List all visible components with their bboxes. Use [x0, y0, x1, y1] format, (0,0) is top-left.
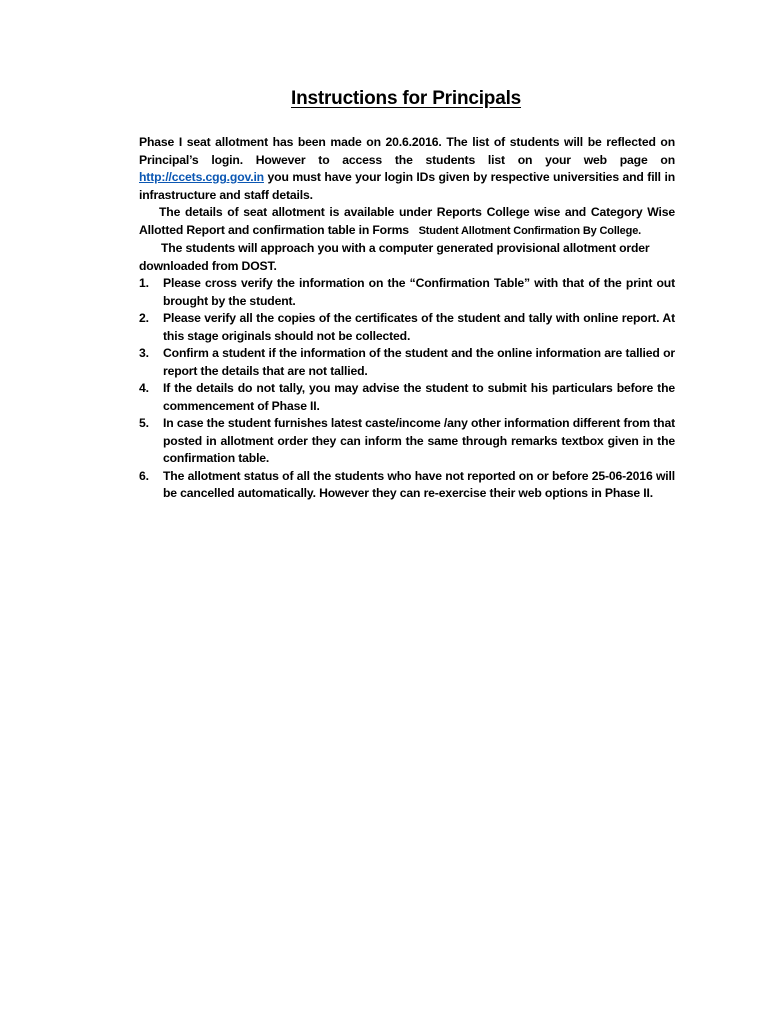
list-item-number: 3.	[139, 346, 149, 360]
list-item-number: 1.	[139, 276, 149, 290]
list-item	[139, 380, 675, 415]
list-item-number: 4.	[139, 381, 149, 395]
list-item-number: 2.	[139, 311, 149, 325]
details-text-part1: The details of seat allotment is available under Reports College wise and Category Wise Allotted Report and confirmation table in Forms	[139, 205, 675, 237]
list-item-number: 5.	[139, 416, 149, 430]
list-item	[139, 310, 675, 345]
list-item-text: In case the student furnishes latest caste/income /any other information different from that posted in allotment order they can inform the same through remarks textbox given in the confirmation table.	[163, 416, 675, 465]
document-body	[139, 134, 675, 503]
intro-text-part1: Phase I seat allotment has been made on 20.6.2016. The list of students will be reflected on Principal’s login. However to access the students list on your web page on	[139, 135, 675, 167]
list-item-text: Please cross verify the information on the “Confirmation Table” with that of the print out brought by the student.	[163, 276, 675, 308]
intro-text-part2: you must have your login IDs given by respective universities and fill in infrastructure and staff details.	[139, 170, 675, 202]
instructions-list	[139, 275, 675, 503]
details-paragraph	[139, 204, 675, 240]
list-item-text: Please verify all the copies of the certificates of the student and tally with online report. At this stage originals should not be collected.	[163, 311, 675, 343]
approach-paragraph: The students will approach you with a computer generated provisional allotment order downloaded from DOST.	[139, 241, 650, 273]
list-item	[139, 415, 675, 468]
intro-paragraph	[139, 134, 675, 204]
ccets-link[interactable]: http://ccets.cgg.gov.in	[139, 170, 264, 184]
list-item-text: The allotment status of all the students who have not reported on or before 25-06-2016 will be cancelled automatically. However they can re-exercise their web options in Phase II.	[163, 468, 675, 500]
list-item-text: Confirm a student if the information of the student and the online information are tallied or report the details that are not tallied.	[163, 346, 675, 378]
details-text-part2: Student Allotment Confirmation By College.	[418, 224, 642, 237]
list-item	[139, 275, 675, 310]
list-item	[139, 345, 675, 380]
list-item-text: If the details do not tally, you may advise the student to submit his particulars before the commencement of Phase II.	[163, 381, 675, 413]
page-title: Instructions for Principals	[290, 88, 522, 109]
list-item-number: 6.	[139, 468, 149, 483]
list-item	[139, 468, 675, 503]
